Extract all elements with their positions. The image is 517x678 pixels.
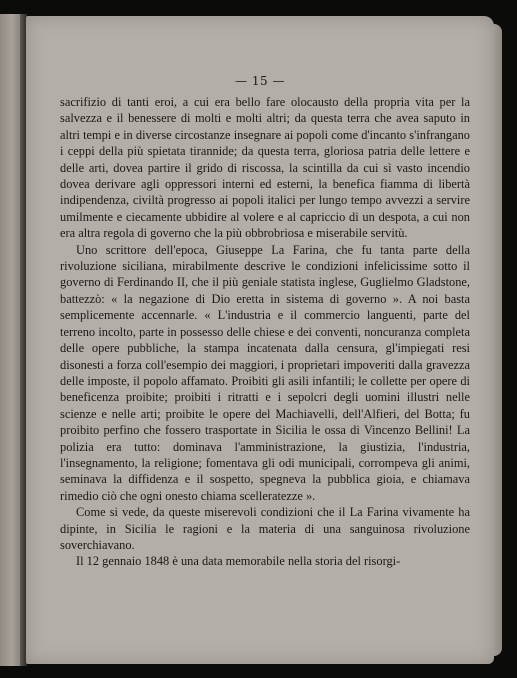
facing-page-edge [0, 14, 20, 666]
paragraph-continuation: sacrifizio di tanti eroi, a cui era bello fare olocausto della propria vita per la salvezza e il benessere di molti e molti altri; da questa terra che avea saputo in altri tempi e in diverse circostanze insegnare ai popoli come d'incanto s'infrangano i ceppi della più spietata tirannide; da questa terra, gloriosa patria delle lettere e delle arti, dovea partire il grido di riscossa, la scintilla da cui sì vasto incendio dovea derivare agli oppressori interni ed esterni, la benefica fiamma di libertà indipendenza, civiltà progresso ai popoli italici per lungo tempo avvezzi a servire umilmente e ciecamente ubbidire al volere e al capriccio di un despota, a cui non era altra regola di governo che la più obbrobriosa e miserabile servitù. [60, 95, 470, 241]
paragraph-come-si-vede: Come si vede, da queste miserevoli condizioni che il La Farina vivamente ha dipinte, in Sicilia le ragioni e la materia di una sanguinosa rivoluzione soverchiavano. [60, 505, 470, 552]
book-page [26, 16, 494, 664]
body-text [60, 94, 470, 570]
page-number: — 15 — [235, 74, 285, 88]
paragraph-12-gennaio: Il 12 gennaio 1848 è una data memorabile nella storia del risorgi- [76, 554, 401, 569]
paragraph-la-farina: Uno scrittore dell'epoca, Giuseppe La Farina, che fu tanta parte della rivoluzione siciliana, mirabilmente descrive le condizioni infelicissime sotto il governo di Ferdinando II, che il più geniale statista inglese, Guglielmo Gladstone, battezzò: « la negazione di Dio eretta in sistema di governo ». A noi basta semplicemente accennarle. « L'industria e il commercio languenti, parte del terreno incolto, parte in possesso delle chiese e dei conventi, noncuranza completa delle opere pubbliche, la stampa incatenata dalla censura, gl'impiegati resi disonesti a forza coll'esempio dei maggiori, i proprietari impoveriti dalla gravezza delle imposte, il popolo affamato. Proibiti gli asili infantili; le collette per opere di beneficenza proibite; proibiti i ritratti e i sepolcri degli uomini illustri nelle scienze e nelle arti; proibite le opere del Machiavelli, dell'Alfieri, del Botta; fu proibito perfino che fossero trasportate in Sicilia le ossa di Vincenzo Bellini! La polizia era tutto: dominava l'amministrazione, la giustizia, l'industria, l'insegnamento, la religione; fomentava gli odi municipali, corrompeva gli animi, seminava la diffidenza e il sospetto, spegneva la pubblica gioia, e chiamava rimedio ciò che ogni onesto chiama scelleratezze ». [60, 242, 470, 503]
